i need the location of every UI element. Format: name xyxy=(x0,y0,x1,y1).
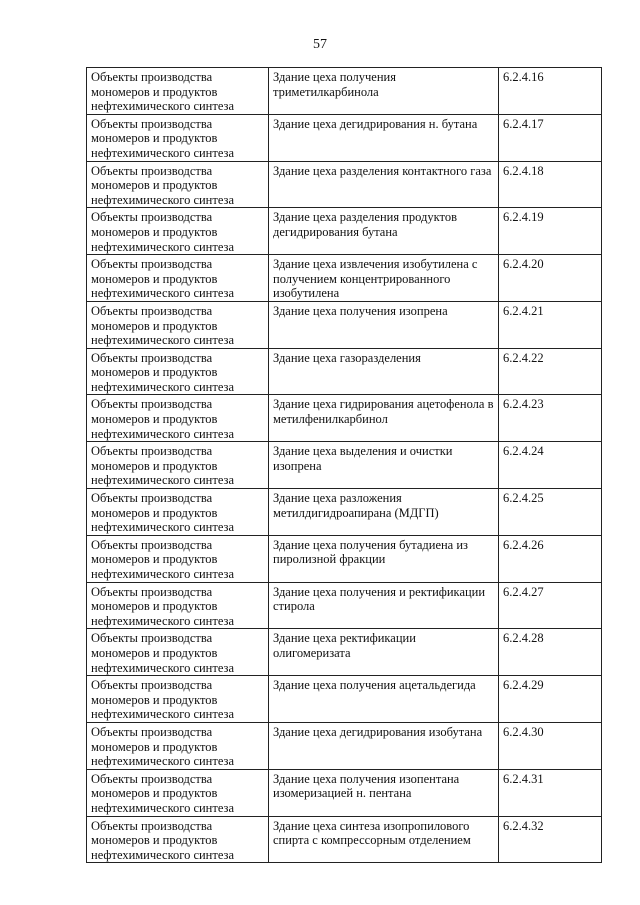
category-cell: Объекты производства мономеров и продуктов нефтехимического синтеза xyxy=(87,161,269,208)
category-cell: Объекты производства мономеров и продуктов нефтехимического синтеза xyxy=(87,582,269,629)
category-cell: Объекты производства мономеров и продуктов нефтехимического синтеза xyxy=(87,489,269,536)
category-cell: Объекты производства мономеров и продуктов нефтехимического синтеза xyxy=(87,676,269,723)
category-cell: Объекты производства мономеров и продуктов нефтехимического синтеза xyxy=(87,255,269,302)
category-cell: Объекты производства мономеров и продуктов нефтехимического синтеза xyxy=(87,395,269,442)
category-cell: Объекты производства мономеров и продуктов нефтехимического синтеза xyxy=(87,348,269,395)
category-cell: Объекты производства мономеров и продуктов нефтехимического синтеза xyxy=(87,208,269,255)
object-name-cell: Здание цеха получения ацетальдегида xyxy=(269,676,499,723)
object-name-cell: Здание цеха выделения и очистки изопрена xyxy=(269,442,499,489)
code-cell: 6.2.4.22 xyxy=(499,348,602,395)
code-cell: 6.2.4.31 xyxy=(499,769,602,816)
table-row xyxy=(87,629,602,676)
table-row xyxy=(87,348,602,395)
object-name-cell: Здание цеха дегидрирования н. бутана xyxy=(269,114,499,161)
page-number: 57 xyxy=(313,37,327,52)
category-cell: Объекты производства мономеров и продуктов нефтехимического синтеза xyxy=(87,442,269,489)
code-cell: 6.2.4.17 xyxy=(499,114,602,161)
category-cell: Объекты производства мономеров и продуктов нефтехимического синтеза xyxy=(87,114,269,161)
category-cell: Объекты производства мономеров и продуктов нефтехимического синтеза xyxy=(87,722,269,769)
code-cell: 6.2.4.18 xyxy=(499,161,602,208)
table-row xyxy=(87,208,602,255)
object-name-cell: Здание цеха получения бутадиена из пиролизной фракции xyxy=(269,535,499,582)
object-name-cell: Здание цеха разделения продуктов дегидрирования бутана xyxy=(269,208,499,255)
code-cell: 6.2.4.26 xyxy=(499,535,602,582)
category-cell: Объекты производства мономеров и продуктов нефтехимического синтеза xyxy=(87,769,269,816)
table-row xyxy=(87,722,602,769)
table-row xyxy=(87,442,602,489)
table-row xyxy=(87,535,602,582)
object-name-cell: Здание цеха получения изопентана изомеризацией н. пентана xyxy=(269,769,499,816)
object-name-cell: Здание цеха газоразделения xyxy=(269,348,499,395)
objects-table xyxy=(86,67,602,863)
objects-table-body xyxy=(87,68,602,863)
object-name-cell: Здание цеха гидрирования ацетофенола в метилфенилкарбинол xyxy=(269,395,499,442)
object-name-cell: Здание цеха разделения контактного газа xyxy=(269,161,499,208)
code-cell: 6.2.4.23 xyxy=(499,395,602,442)
table-row xyxy=(87,114,602,161)
code-cell: 6.2.4.25 xyxy=(499,489,602,536)
code-cell: 6.2.4.24 xyxy=(499,442,602,489)
object-name-cell: Здание цеха получения триметилкарбинола xyxy=(269,68,499,115)
table-row xyxy=(87,68,602,115)
table-row xyxy=(87,301,602,348)
code-cell: 6.2.4.20 xyxy=(499,255,602,302)
table-row xyxy=(87,255,602,302)
table-row xyxy=(87,582,602,629)
code-cell: 6.2.4.30 xyxy=(499,722,602,769)
table-row xyxy=(87,161,602,208)
object-name-cell: Здание цеха дегидрирования изобутана xyxy=(269,722,499,769)
category-cell: Объекты производства мономеров и продуктов нефтехимического синтеза xyxy=(87,629,269,676)
category-cell: Объекты производства мономеров и продуктов нефтехимического синтеза xyxy=(87,301,269,348)
code-cell: 6.2.4.19 xyxy=(499,208,602,255)
code-cell: 6.2.4.29 xyxy=(499,676,602,723)
object-name-cell: Здание цеха извлечения изобутилена с получением концентрированного изобутилена xyxy=(269,255,499,302)
code-cell: 6.2.4.28 xyxy=(499,629,602,676)
object-name-cell: Здание цеха получения и ректификации стирола xyxy=(269,582,499,629)
table-row xyxy=(87,395,602,442)
object-name-cell: Здание цеха синтеза изопропилового спирта с компрессорным отделением xyxy=(269,816,499,863)
category-cell: Объекты производства мономеров и продуктов нефтехимического синтеза xyxy=(87,535,269,582)
category-cell: Объекты производства мономеров и продуктов нефтехимического синтеза xyxy=(87,68,269,115)
category-cell: Объекты производства мономеров и продуктов нефтехимического синтеза xyxy=(87,816,269,863)
code-cell: 6.2.4.27 xyxy=(499,582,602,629)
code-cell: 6.2.4.16 xyxy=(499,68,602,115)
code-cell: 6.2.4.32 xyxy=(499,816,602,863)
table-row xyxy=(87,676,602,723)
object-name-cell: Здание цеха получения изопрена xyxy=(269,301,499,348)
code-cell: 6.2.4.21 xyxy=(499,301,602,348)
object-name-cell: Здание цеха разложения метилдигидроапирана (МДГП) xyxy=(269,489,499,536)
table-row xyxy=(87,816,602,863)
object-name-cell: Здание цеха ректификации олигомеризата xyxy=(269,629,499,676)
table-row xyxy=(87,769,602,816)
table-row xyxy=(87,489,602,536)
